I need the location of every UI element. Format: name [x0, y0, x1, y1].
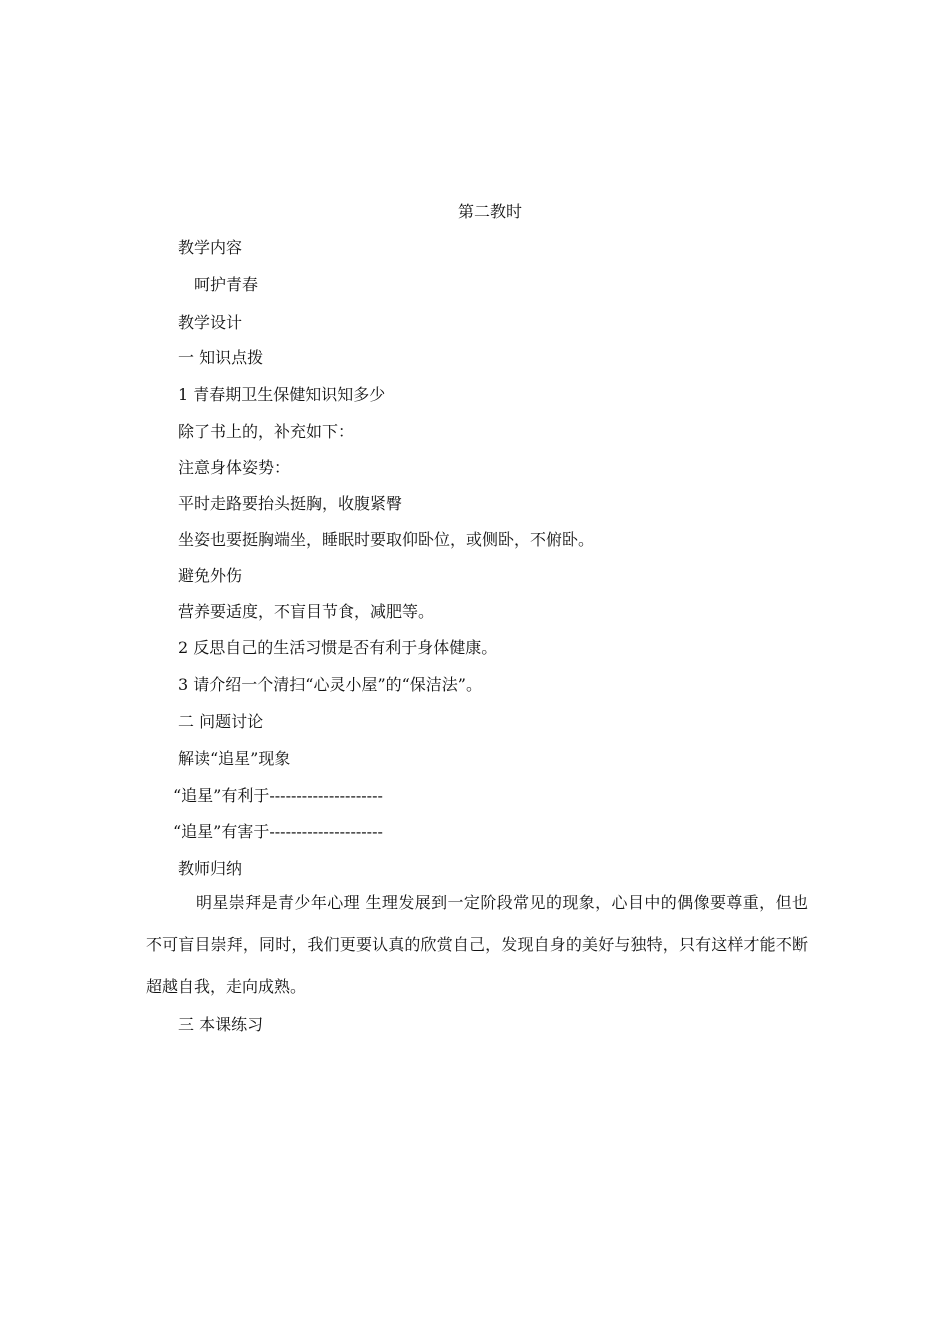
item-2: 2 反思自己的生活习惯是否有利于身体健康。 — [178, 638, 498, 657]
heading-teaching-content: 教学内容 — [178, 238, 243, 257]
page-title: 第二教时 — [457, 202, 522, 221]
item-3: 3 请介绍一个清扫“心灵小屋”的“保洁法”。 — [178, 675, 482, 694]
posture-sitting: 坐姿也要挺胸端坐，睡眠时要取仰卧位，或侧卧，不俯卧。 — [178, 530, 595, 549]
teacher-summary-heading: 教师归纳 — [178, 859, 243, 878]
discussion-topic: 解读“追星”现象 — [178, 749, 291, 768]
heading-teaching-design: 教学设计 — [178, 313, 243, 332]
section-two-heading: 二 问题讨论 — [178, 712, 264, 731]
benefit-line: “追星”有利于--------------------- — [173, 786, 383, 805]
item-1: 1 青春期卫生保健知识知多少 — [178, 385, 386, 404]
posture-walking: 平时走路要抬头挺胸，收腹紧臀 — [178, 494, 403, 513]
teacher-summary-paragraph: 明星崇拜是青少年心理 生理发展到一定阶段常见的现象，心目中的偶像要尊重，但也不可盲目崇拜，同时，我们更要认真的欣赏自己，发现自身的美好与独特，只有这样才能不断超越自我，走向成熟。 — [146, 893, 808, 996]
teaching-content-text: 呵护青春 — [194, 275, 259, 294]
section-three-heading: 三 本课练习 — [178, 1015, 264, 1034]
avoid-injury: 避免外伤 — [178, 566, 243, 585]
nutrition-note: 营养要适度，不盲目节食，减肥等。 — [178, 602, 435, 621]
harm-line: “追星”有害于--------------------- — [173, 822, 383, 841]
posture-heading: 注意身体姿势： — [178, 458, 291, 477]
section-one-heading: 一 知识点拨 — [178, 348, 264, 367]
supplement-intro: 除了书上的，补充如下： — [178, 422, 355, 441]
